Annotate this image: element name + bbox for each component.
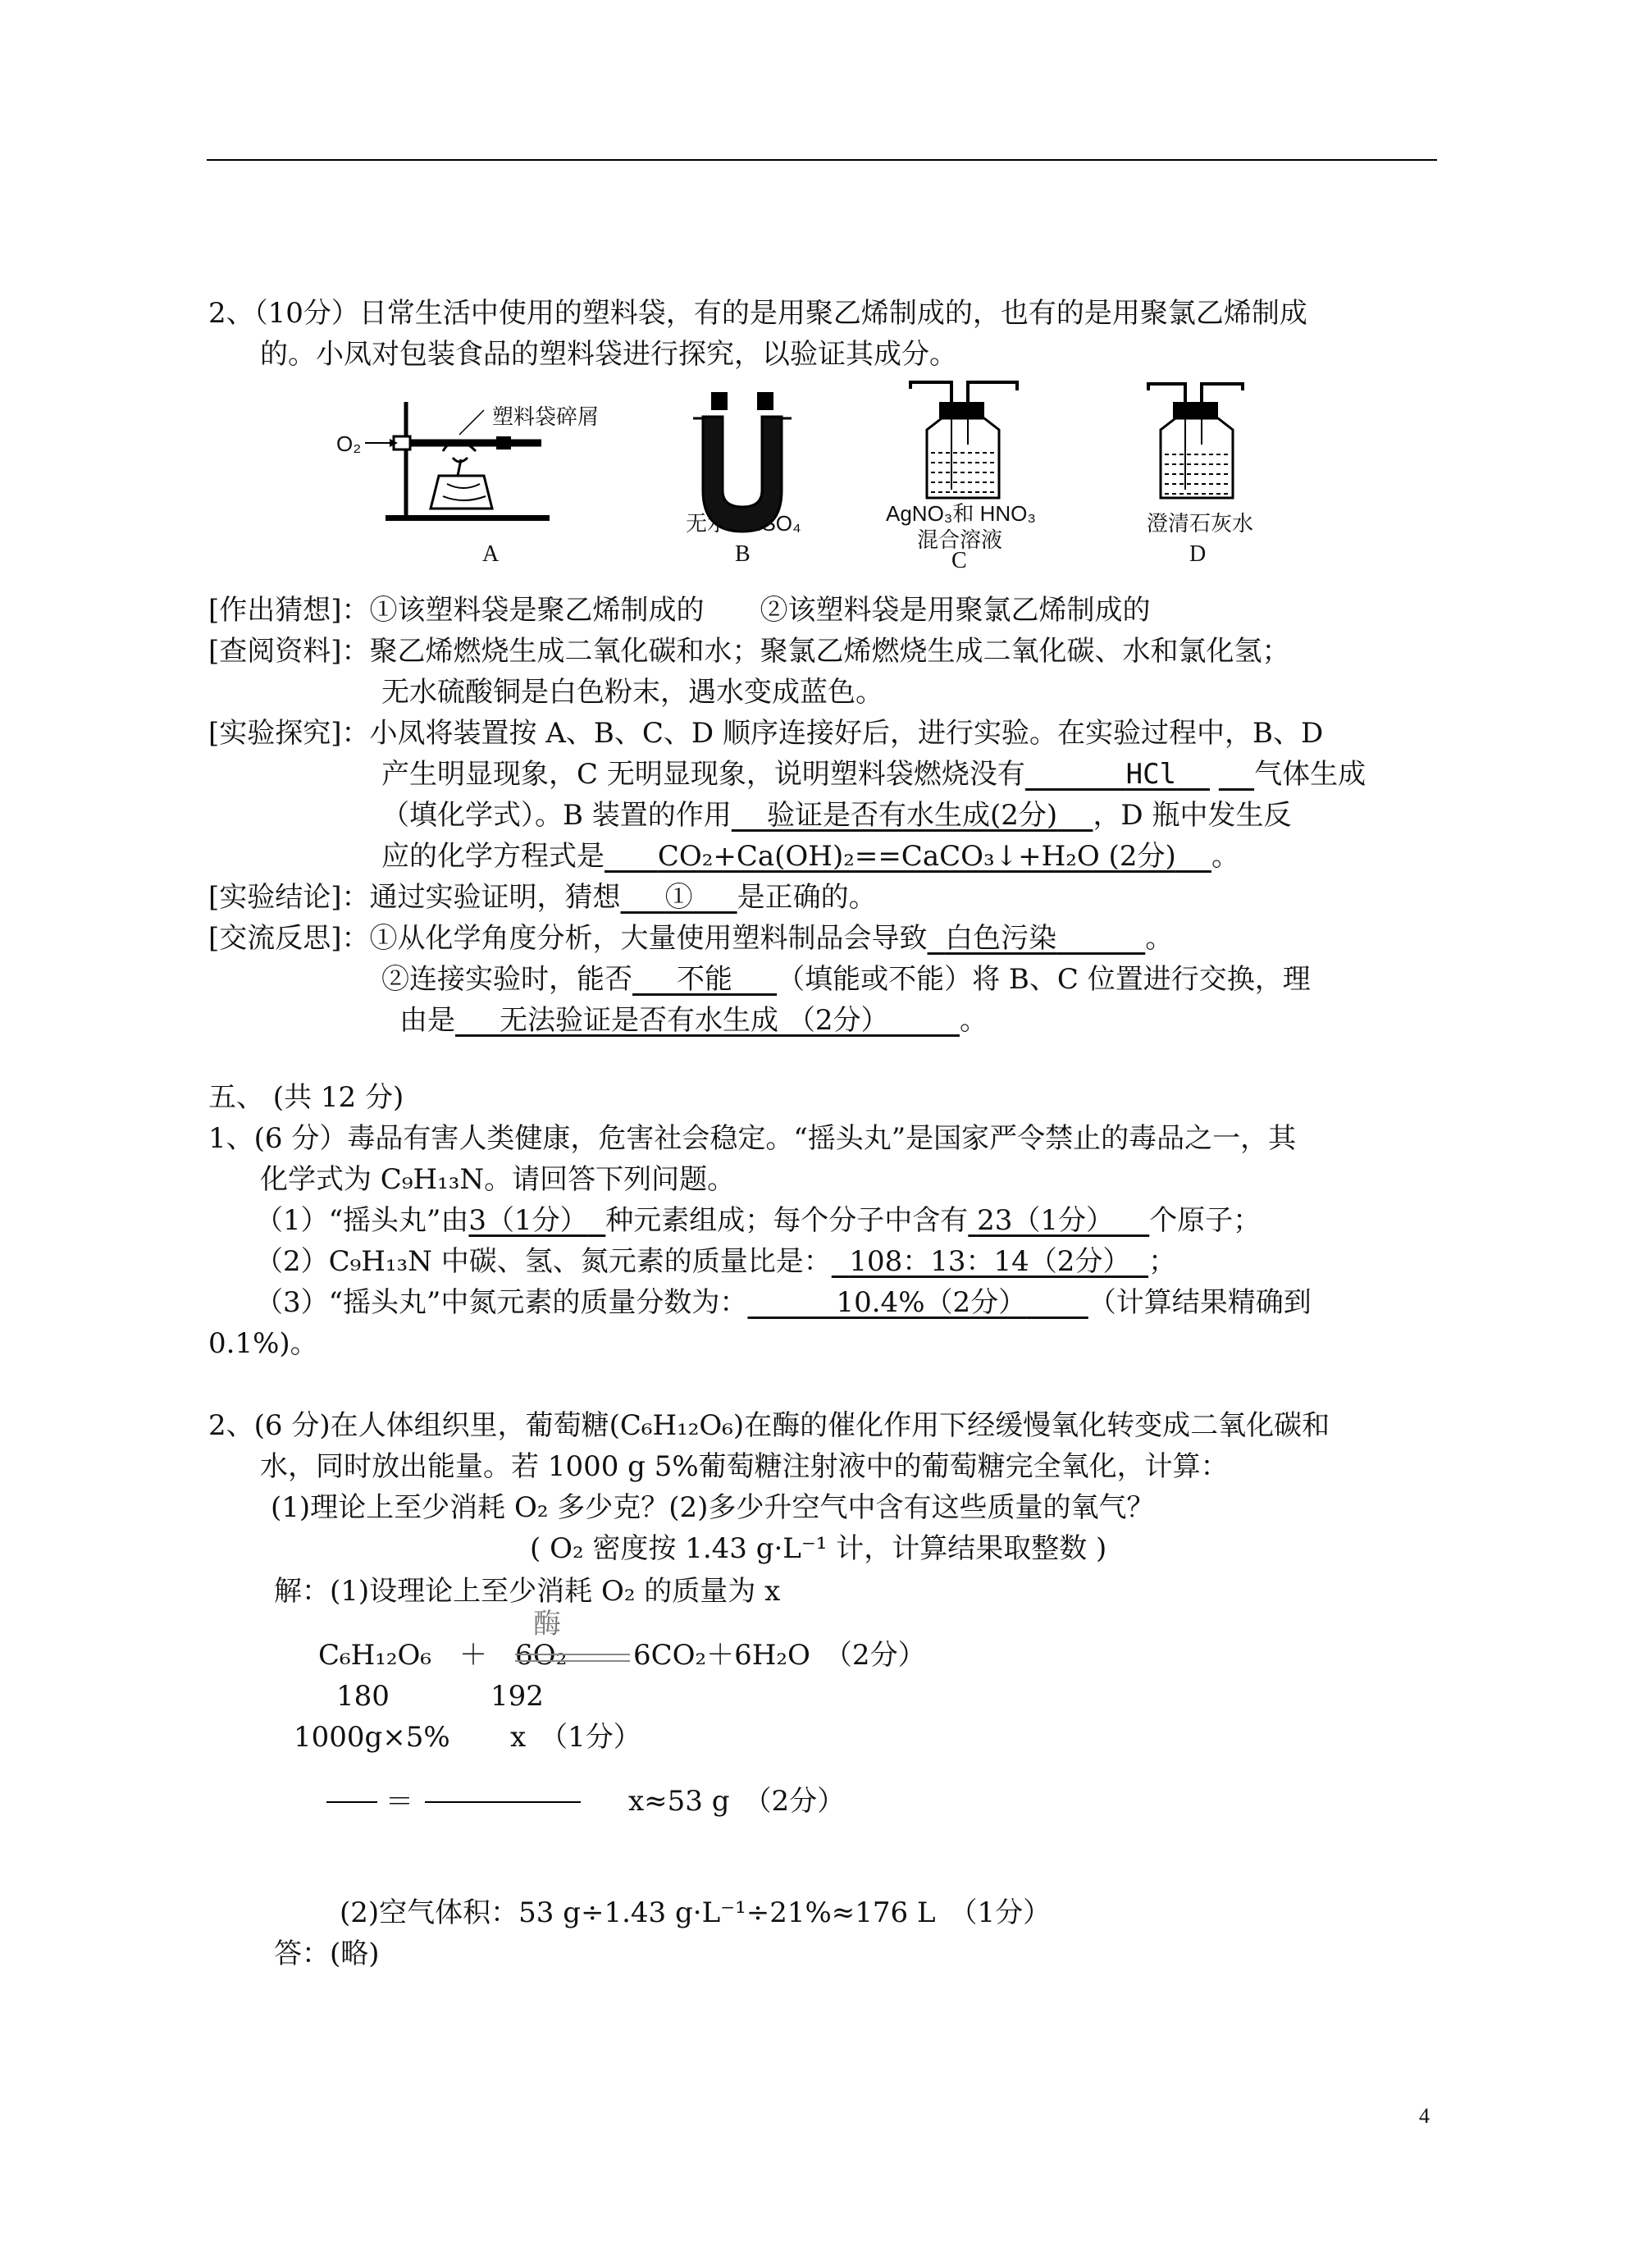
section5-title: 五、 (共 12 分) bbox=[208, 1081, 404, 1114]
apparatus-b-label: B bbox=[735, 541, 751, 567]
molar-mass-glucose: 180 bbox=[336, 1680, 390, 1713]
ratio-result: x≈53 g （2分） bbox=[628, 1785, 846, 1818]
answer-omitted: 答：(略) bbox=[274, 1937, 380, 1970]
air-volume: (2)空气体积：53 g÷1.43 g·L⁻¹÷21%≈176 L （1分） bbox=[340, 1896, 1052, 1929]
q2-intro-line2: 的。小凤对包装食品的塑料袋进行探究，以验证其成分。 bbox=[260, 338, 957, 371]
q2-conclusion: [实验结论]：通过实验证明，猜想 ① 是正确的。 bbox=[208, 881, 877, 914]
q2-reflection-line1: [交流反思]：①从化学角度分析，大量使用塑料制品会导致 白色污染 。 bbox=[208, 922, 1174, 955]
q2-reflection-line2: ②连接实验时，能否 不能 （填能或不能）将 B、C 位置进行交换，理 bbox=[381, 963, 1311, 996]
equation-left: C₆H₁₂O₆ ＋ 6O₂ bbox=[318, 1639, 568, 1672]
q2-info-line2: 无水硫酸铜是白色粉末，遇水变成蓝色。 bbox=[381, 676, 883, 709]
s5-answer-nitrogen-fraction: 10.4%（2分） bbox=[836, 1286, 1027, 1319]
q2-exp-line2: 产生明显现象，C 无明显现象，说明塑料袋燃烧没有 HCl 气体生成 bbox=[381, 758, 1367, 791]
q2-answer-hcl: HCl bbox=[1125, 758, 1177, 791]
q2-intro-line1: 2、（10分）日常生活中使用的塑料袋，有的是用聚乙烯制成的，也有的是用聚氯乙烯制成 bbox=[208, 297, 1307, 330]
apparatus-d-label: D bbox=[1189, 541, 1207, 567]
unknown-oxygen-mass: x （1分） bbox=[510, 1721, 641, 1754]
s5-q1-part3-cont: 0.1%)。 bbox=[208, 1327, 318, 1360]
s5-q1-line1: 1、(6 分）毒品有害人类健康，危害社会稳定。“摇头丸”是国家严令禁止的毒品之一，其 bbox=[208, 1122, 1297, 1155]
q2-answer-pollution: 白色污染 bbox=[945, 922, 1057, 955]
q2-answer-b-purpose: 验证是否有水生成(2分) bbox=[767, 799, 1058, 832]
s5-answer-elements: 3（1分） bbox=[468, 1204, 588, 1237]
apparatus-d-caption: 澄清石灰水 bbox=[1147, 511, 1254, 536]
header-rule bbox=[207, 159, 1437, 161]
page-number: 4 bbox=[1419, 2104, 1430, 2128]
s5-q2-line1: 2、(6 分)在人体组织里，葡萄糖(C₆H₁₂O₆)在酶的催化作用下经缓慢氧化转变成二氧化碳和 bbox=[208, 1409, 1330, 1442]
apparatus-d-drawing bbox=[1140, 379, 1255, 502]
q2-exp-line4: 应的化学方程式是 CO₂+Ca(OH)₂==CaCO₃↓+H₂O (2分) 。 bbox=[381, 840, 1239, 873]
s5-q1-part1: （1）“摇头丸”由3（1分） 种元素组成；每个分子中含有 23（1分） 个原子； bbox=[255, 1204, 1262, 1237]
apparatus-a-o2-label: O₂ bbox=[336, 431, 362, 456]
apparatus-c-caption-2: 混合溶液 bbox=[917, 527, 1003, 552]
apparatus-c-drawing bbox=[902, 379, 1025, 502]
ratio-equals: ＝ bbox=[386, 1786, 413, 1819]
given-glucose-mass: 1000g×5% bbox=[294, 1721, 450, 1754]
s5-q1-part2: （2）C₉H₁₃N 中碳、氢、氮元素的质量比是： 108：13：14（2分） ； bbox=[255, 1245, 1177, 1278]
q2-reflection-line3: 由是 无法验证是否有水生成 （2分） 。 bbox=[399, 1004, 988, 1037]
s5-q2-line2: 水，同时放出能量。若 1000 g 5%葡萄糖注射液中的葡萄糖完全氧化，计算： bbox=[260, 1450, 1229, 1483]
apparatus-a-label: A bbox=[482, 541, 500, 567]
q2-exp-line1: [实验探究]：小凤将装置按 A、B、C、D 顺序连接好后，进行实验。在实验过程中，B、D bbox=[208, 717, 1324, 750]
q2-exp-line2-text: 产生明显现象，C 无明显现象，说明塑料袋燃烧没有 bbox=[381, 758, 1025, 791]
s5-q2-line3: (1)理论上至少消耗 O₂ 多少克？(2)多少升空气中含有这些质量的氧气？ bbox=[271, 1491, 1155, 1524]
apparatus-c-label: C bbox=[951, 548, 967, 573]
s5-solution-line1: 解：(1)设理论上至少消耗 O₂ 的质量为 x bbox=[274, 1575, 781, 1608]
q2-answer-reason: 无法验证是否有水生成 （2分） bbox=[500, 1004, 889, 1037]
q2-exp-line3: （填化学式）。B 装置的作用 验证是否有水生成(2分) ，D 瓶中发生反 bbox=[381, 799, 1292, 832]
enzyme-label: 酶 bbox=[533, 1608, 561, 1641]
equation-right: 6CO₂＋6H₂O （2分） bbox=[633, 1639, 926, 1672]
apparatus-a-caption: 塑料袋碎屑 bbox=[492, 404, 600, 429]
equation-arrow bbox=[515, 1654, 630, 1662]
q2-info-line1: [查阅资料]：聚乙烯燃烧生成二氧化碳和水；聚氯乙烯燃烧生成二氧化碳、水和氯化氢； bbox=[208, 635, 1290, 668]
q2-guess: [作出猜想]：①该塑料袋是聚乙烯制成的 ②该塑料袋是用聚氯乙烯制成的 bbox=[208, 594, 1151, 627]
apparatus-b-caption: 无水 CuSO₄ bbox=[686, 511, 801, 536]
s5-answer-atoms: 23（1分） bbox=[977, 1204, 1115, 1237]
s5-q1-part3: （3）“摇头丸”中氮元素的质量分数为： 10.4%（2分） （计算结果精确到 bbox=[255, 1286, 1312, 1319]
apparatus-c-caption-1: AgNO₃和 HNO₃ bbox=[886, 501, 1036, 526]
ratio-fraction-left bbox=[326, 1801, 377, 1803]
s5-q2-line4: ( O₂ 密度按 1.43 g·L⁻¹ 计，计算结果取整数 ) bbox=[530, 1532, 1107, 1565]
ratio-fraction-right bbox=[425, 1801, 581, 1803]
q2-answer-guess: ① bbox=[664, 881, 693, 914]
q2-answer-swap: 不能 bbox=[677, 963, 733, 996]
q2-answer-equation: CO₂+Ca(OH)₂==CaCO₃↓+H₂O (2分) bbox=[657, 840, 1176, 873]
s5-answer-mass-ratio: 108：13：14（2分） bbox=[849, 1245, 1131, 1278]
s5-q1-line2: 化学式为 C₉H₁₃N。请回答下列问题。 bbox=[260, 1163, 736, 1196]
molar-mass-oxygen: 192 bbox=[490, 1680, 544, 1713]
